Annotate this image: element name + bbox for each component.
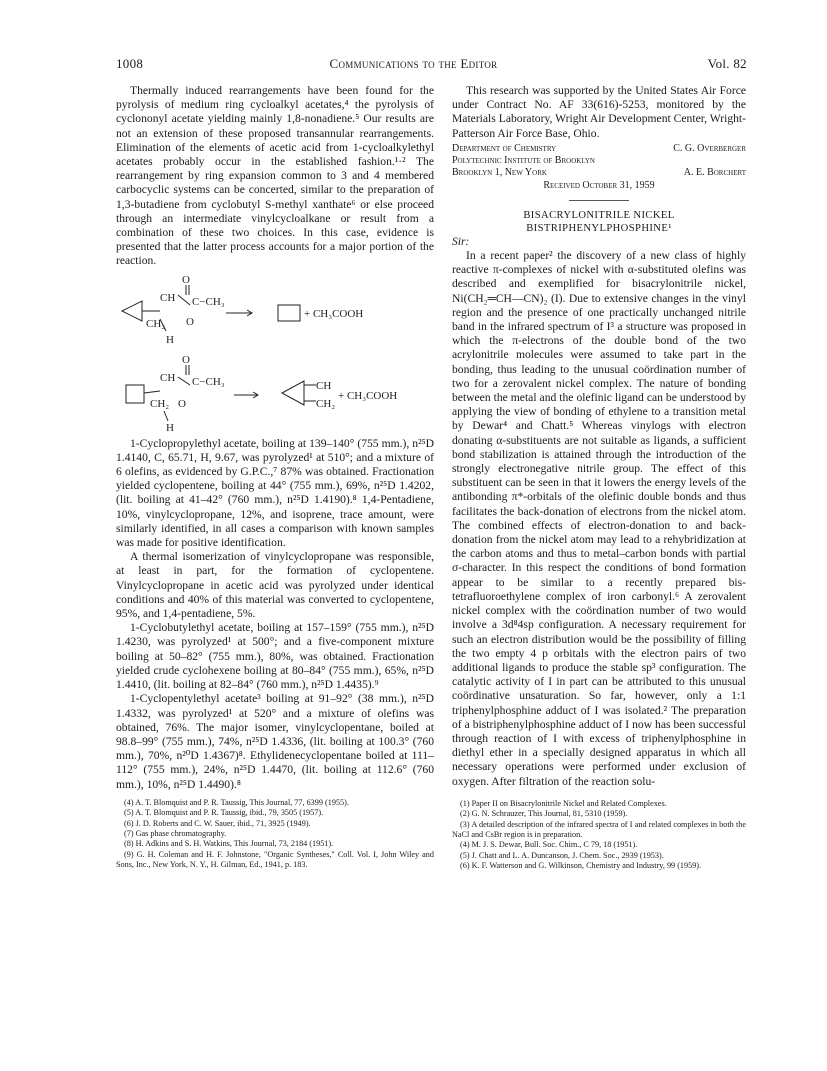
footnote: (5) A. T. Blomquist and P. R. Taussig, ibid., 79, 3505 (1957).: [124, 808, 324, 818]
paragraph: In a recent paper² the discovery of a new class of highly reactive π-complexes of nickel with α-substituted olefins was described and exemplified for bisacrylonitrile nickel, Ni(CH₂═CH—CN)₂ (I). Due to extensive changes in the vinyl region and the presence of one practically unchanged nitrile band in the infrared spectrum of I³ a structure was proposed in which the π-electrons of the double bond of the two acrylonitrile molecules were assumed to take part in the bonding, thus leading to the unusual coördination number of two for a zerovalent nickel complex. The nature of bonding between the metal and the olefinic ligand can be understood by applying the view of bonding of ethylene to a transition metal by Dewar⁴ and Chatt.⁵ Whereas vinylogs with electron donating α-substituents are not suitable as ligands, a sufficient bond stabilization is attained through the introduction of the strongly electronegative nitrile group. The effect of this substituent can be seen in that it lowers the energy levels of the antibonding π*-orbitals of the olefinic double bonds and thus facilitates the back-donation of electrons from the nickel atom. The combined effects of electron-donation to and back-donation from the nickel atom may lead to a rehybridization at the carbon atoms and thus to metal–carbon bonds with partial σ-character. In this respect the conditions of bond formation appear to be similar to a recently prepared bis-tetrafluoroethylene complex of iron carbonyl.⁶ A zerovalent nickel complex with the coördination number of two would involve a 3d⁸4sp configuration. A necessary requirement for such an electron distribution would be the possibility of filling the two empty 4 p orbitals with the electron pairs of two additional ligands to produce the stable sp³ configuration. The catalytic activity of I in part can be attributed to this unusual coördinative unsaturation. So far, however, only a 1:1 triphenylphosphine adduct of I was isolated.² The preparation of a bistriphenylphosphine adduct of I now has been successful through reaction of I with excess of triphenylphosphine in diethyl ether in a specially designed apparatus in which all necessary operations were performed under exclusion of oxygen. After filtration of the reaction solu-: [452, 249, 746, 788]
affiliation-institute: Polytechnic Institute of Brooklyn: [452, 154, 595, 166]
paragraph: 1-Cyclopentylethyl acetate³ boiling at 91–92° (38 mm.), n²⁵D 1.4332, was pyrolyzed¹ at 520° and a mixture of olefins was obtained, 76%. The major isomer, vinylcyclopentane, boiled at 98.8–99° (755 mm.), 74%, n²⁵D 1.4336, (lit. boiling at 100.3° (760 mm.), 70%, n²⁰D 1.4367)⁸. Ethylidenecyclopentane boiled at 111–112° (755 mm.), 24%, n²⁵D 1.4470, (lit. boiling at 112.6° (760 mm.), 10%, n²⁵D 1.4490).⁸: [116, 692, 434, 791]
footnote: (2) G. N. Schrauzer, This Journal, 81, 5310 (1959).: [460, 809, 628, 819]
affiliation-block: [452, 143, 746, 192]
footnote: (1) Paper II on Bisacrylonitrile Nickel and Related Complexes.: [460, 798, 667, 808]
right-column: [452, 84, 746, 872]
scheme1-top-o: O: [182, 273, 190, 286]
scheme2-c-ch3: C−CH₃: [192, 375, 225, 388]
author-name: A. E. Borchert: [683, 166, 746, 178]
reaction-scheme-1: [116, 273, 434, 351]
footnote: (3) A detailed description of the infrared spectra of I and related complexes in both the NaCl and CsBr region is in preparation.: [452, 819, 746, 839]
footnote: (9) G. H. Coleman and H. F. Johnstone, "Organic Syntheses," Coll. Vol. I, John Wiley and Sons, Inc., New York, N. Y., H. Gilman, Ed., 1941, p. 183.: [116, 849, 434, 870]
page-number: 1008: [116, 56, 144, 71]
scheme2-o: O: [178, 397, 186, 410]
scheme2-product: + CH₃COOH: [338, 389, 398, 402]
reaction-scheme-2-drawing: [116, 355, 434, 433]
footnotes-right: [452, 799, 746, 872]
affiliation-department: Department of Chemistry: [452, 142, 557, 154]
footnote: (7) Gas phase chromatography.: [124, 828, 227, 838]
scheme2-ch: CH: [160, 371, 176, 384]
article-title: [452, 209, 746, 235]
scheme2-h: H: [166, 421, 174, 433]
running-title: Communications to the Editor: [329, 56, 498, 71]
received-date: Received October 31, 1959: [543, 179, 655, 191]
scheme2-top-o: O: [182, 354, 190, 366]
paragraph: Thermally induced rearrangements have been found for the pyrolysis of medium ring cycloalkyl acetates,⁴ the pyrolysis of cyclononyl acetate yielding mainly 1,8-nonadiene.⁵ Our results are not an extension of these proposed transannular rearrangements. Elimination of the elements of acetic acid from 1-cycloalkylethyl acetates probably occur in the established fashion.¹·² The rearrangement by ring expansion common to 3 and 4 membered carbocyclic systems can be concerted, similar to the preparation of 1,3-butadiene from cyclobutyl S-methyl xanthate⁶ or else proceed through an intermediate vinylcycloalkane or result from a combination of these two choices. In this case, evidence is presented that the latter process accounts for a major portion of the reaction.: [116, 84, 434, 268]
author-name: C. G. Overberger: [673, 142, 746, 154]
paragraph: A thermal isomerization of vinylcyclopropane was responsible, at least in part, for the formation of cyclopentene. Vinylcyclopropane in acetic acid was pyrolyzed under identical conditions and 40% of this material was converted to cyclopentene, 95%, and 1,4-pentadiene, 5%.: [116, 550, 434, 621]
section-divider: [569, 200, 629, 201]
scheme1-o: O: [186, 315, 194, 328]
paragraph: 1-Cyclobutylethyl acetate, boiling at 157–159° (755 mm.), n²⁵D 1.4230, was pyrolyzed¹ at 500°; and a five-component mixture boiling at 50–82° (755 mm.), 80%, was obtained. Fractionation yielded crude cyclohexene boiling at 80–84° (755 mm.), 65%, n²⁵D 1.4410, (lit. boiling at 82–84° (760 mm.), n²⁵D 1.4435).⁹: [116, 621, 434, 692]
scheme1-ch: CH: [160, 291, 176, 304]
reaction-scheme-1-drawing: [116, 273, 434, 351]
salutation: Sir:: [452, 234, 470, 248]
footnote: (4) M. J. S. Dewar, Bull. Soc. Chim., C 79, 18 (1951).: [460, 840, 638, 850]
volume-label: Vol. 82: [707, 56, 747, 71]
affiliation-city: Brooklyn 1, New York: [452, 166, 547, 178]
scheme1-ch2: CH₂: [146, 317, 166, 330]
footnote: (4) A. T. Blomquist and P. R. Taussig, This Journal, 77, 6399 (1955).: [124, 797, 349, 807]
acknowledgement: This research was supported by the United States Air Force under Contract No. AF 33(616)-5253, monitored by the Materials Laboratory, Wright Air Development Center, Wright-Patterson Air Force Base, Ohio.: [452, 84, 746, 140]
title-line: BISACRYLONITRILE NICKEL: [523, 209, 675, 221]
scheme1-c-ch3: C−CH₃: [192, 295, 225, 308]
footnote: (8) H. Adkins and S. H. Watkins, This Journal, 73, 2184 (1951).: [124, 839, 334, 849]
footnotes-left: [116, 798, 434, 871]
left-column: [116, 84, 434, 871]
scheme2-ch2-right: CH₂: [316, 397, 336, 410]
paragraph: 1-Cyclopropylethyl acetate, boiling at 139–140° (755 mm.), n²⁵D 1.4140, C, 65.71, H, 9.67, was pyrolyzed¹ at 510°; and a mixture of 6 olefins, as evidenced by G.P.C.,⁷ 87% was obtained. Fractionation yielded cyclopentene, boiling at 44° (755 mm.), 69%, n²⁵D 1.4202, (lit. boiling at 41–42° (760 mm.), n²⁵D 1.4190).⁸ 1,4-Pentadiene, 10%, vinylcyclopropane, 12%, and isoprene, trace amount, were similarly identified, in all cases a comparison with known samples was made for positive identification.: [116, 436, 434, 550]
footnote: (5) J. Chatt and L. A. Duncanson, J. Chem. Soc., 2939 (1953).: [460, 850, 664, 860]
scheme1-h: H: [166, 333, 174, 346]
reaction-scheme-2: [116, 355, 434, 433]
footnote: (6) K. F. Watterson and G. Wilkinson, Chemistry and Industry, 99 (1959).: [460, 861, 702, 871]
title-line: BISTRIPHENYLPHOSPHINE¹: [526, 222, 672, 234]
scheme2-ch-right: CH: [316, 379, 332, 392]
scheme2-ch2: CH₂: [150, 397, 170, 410]
scheme1-product: + CH₃COOH: [304, 307, 364, 320]
footnote: (6) J. D. Roberts and C. W. Sauer, ibid., 71, 3925 (1949).: [124, 818, 311, 828]
